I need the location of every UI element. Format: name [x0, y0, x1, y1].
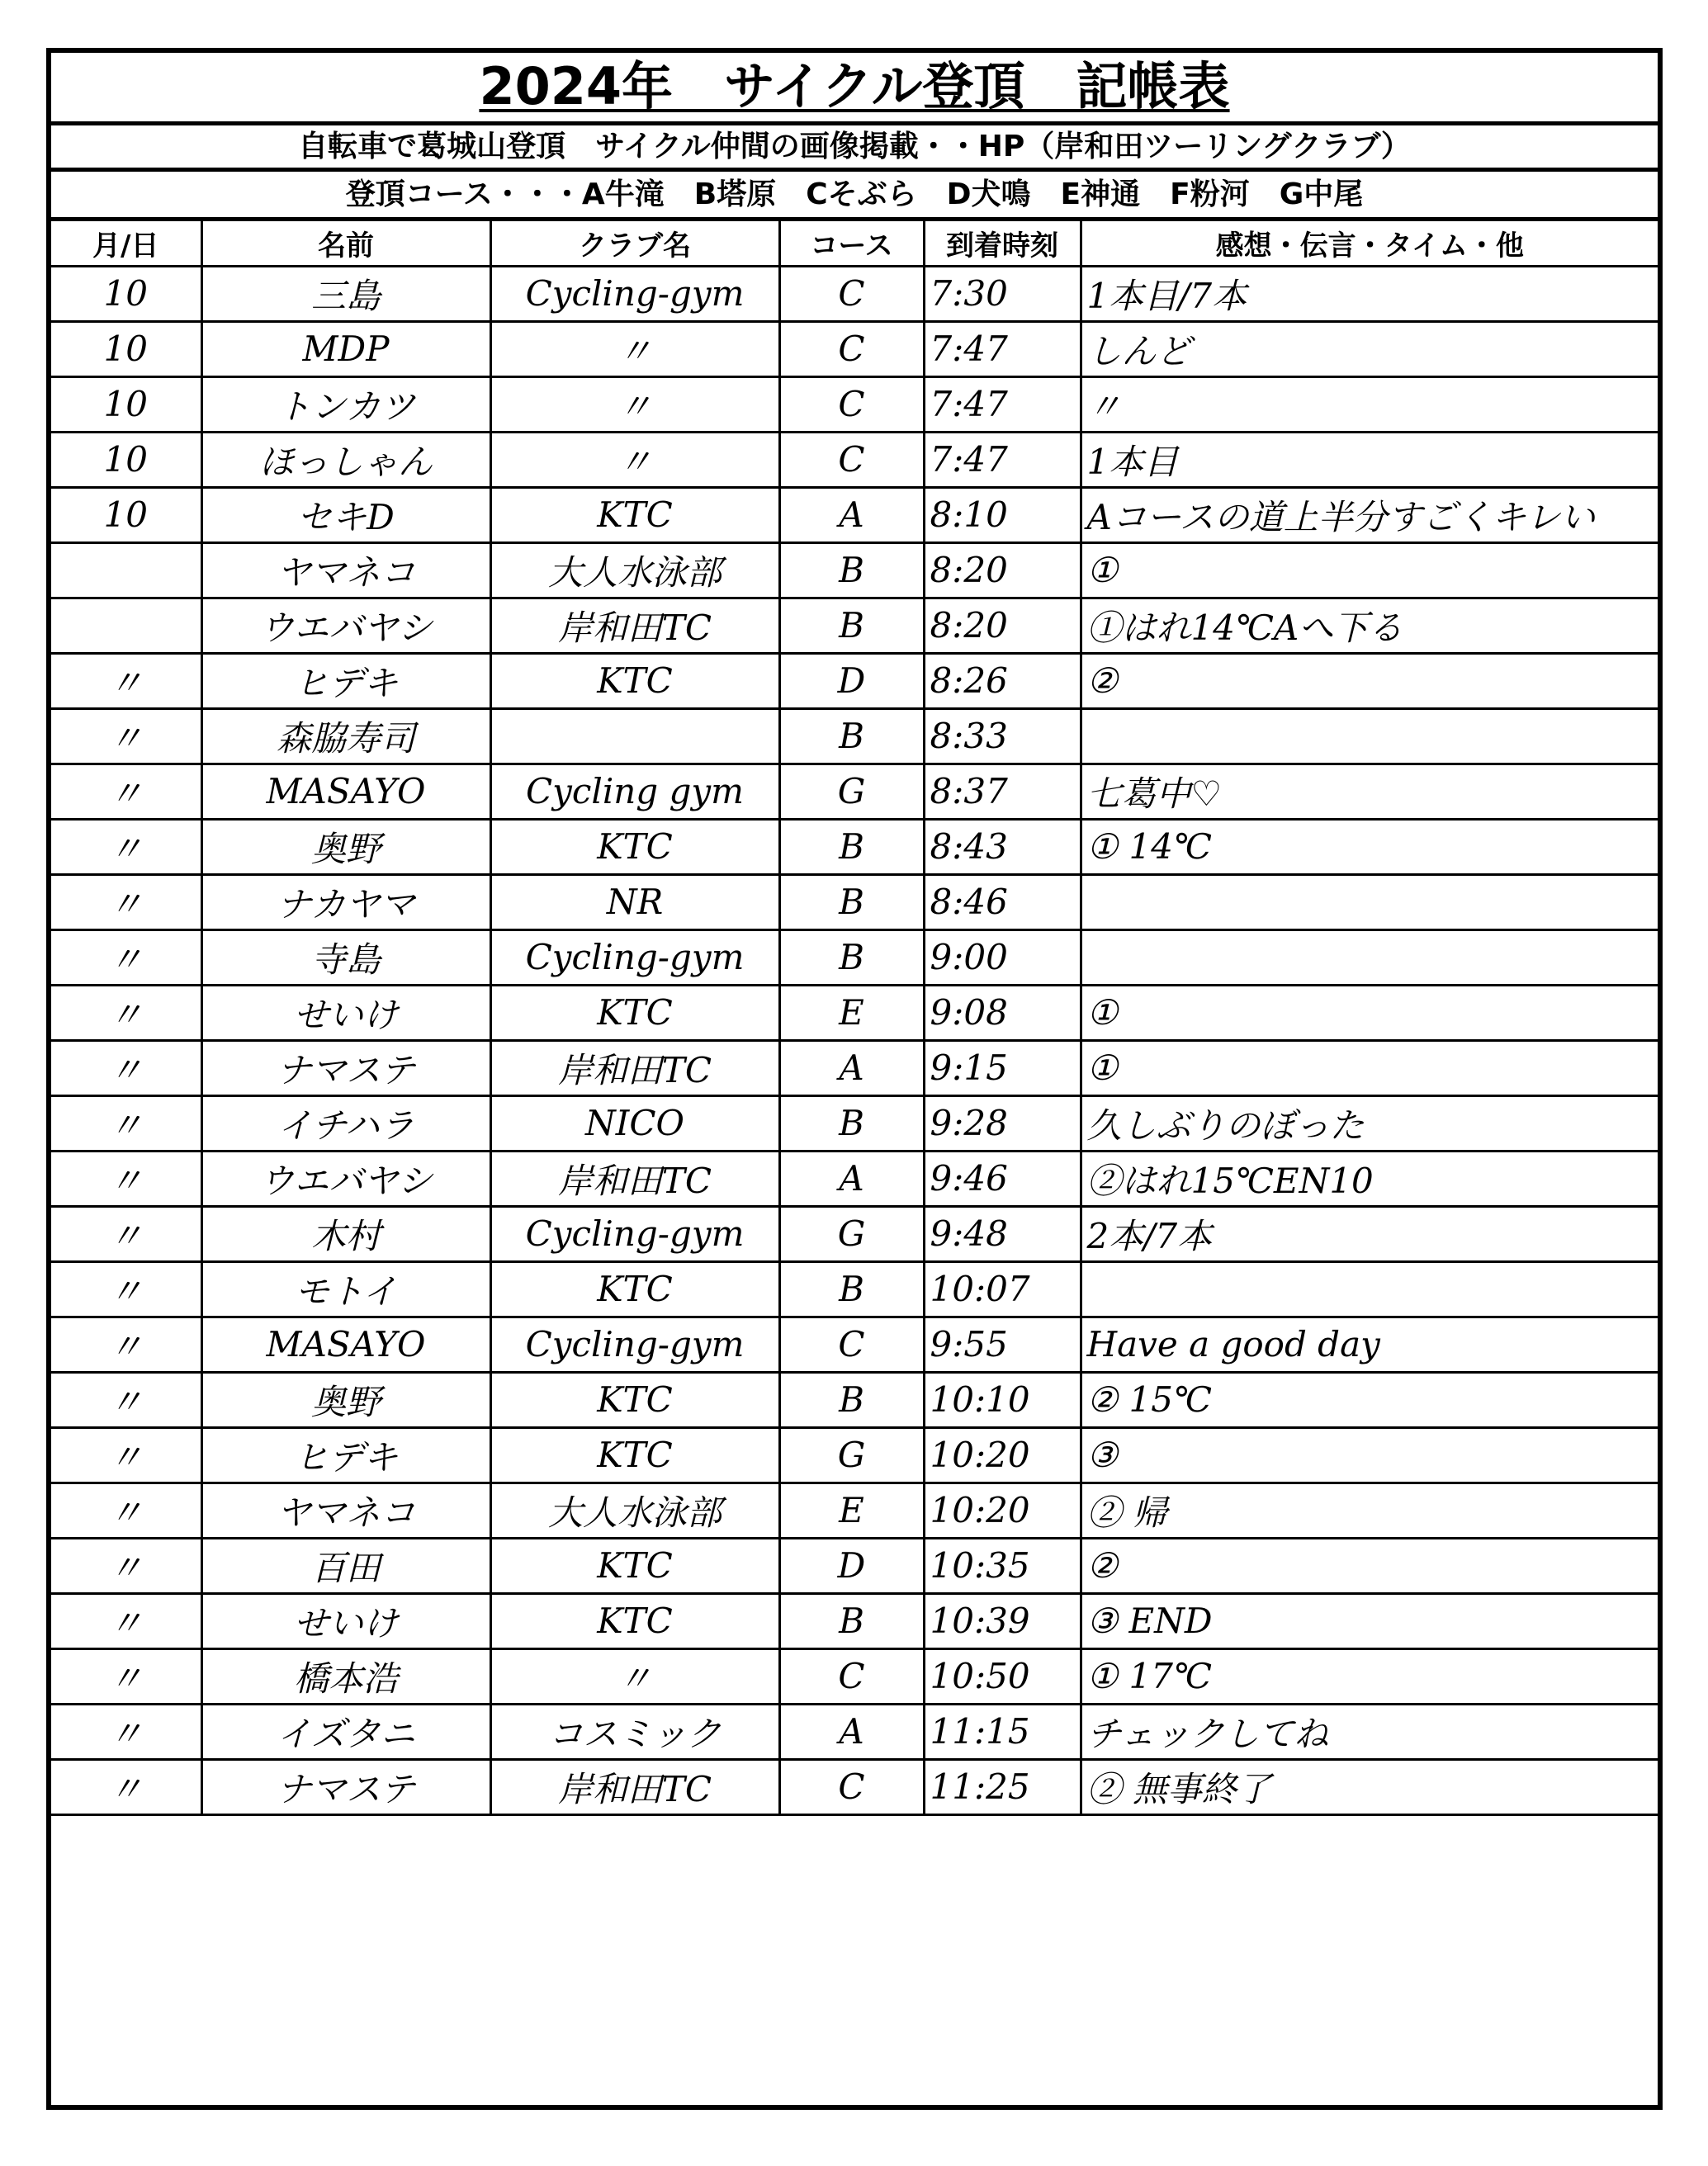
cell-course: B	[779, 708, 924, 764]
cell-time: 7:47	[924, 376, 1081, 432]
cell-time: 8:10	[924, 487, 1081, 542]
cell-club: NICO	[490, 1095, 779, 1151]
cell-course: E	[779, 1483, 924, 1538]
col-header-course: コース	[779, 221, 924, 266]
cell-month: 〃	[51, 1261, 201, 1317]
table-row	[51, 985, 1658, 1040]
cell-month: 〃	[51, 1483, 201, 1538]
cell-course: B	[779, 929, 924, 985]
cell-time: 10:07	[924, 1261, 1081, 1317]
cell-course: C	[779, 1759, 924, 1814]
cell-month: 〃	[51, 1206, 201, 1261]
table-row	[51, 1427, 1658, 1483]
cell-note: ② 帰	[1081, 1483, 1658, 1538]
cell-name: セキD	[201, 487, 490, 542]
table-row	[51, 542, 1658, 598]
cell-name: ヤマネコ	[201, 542, 490, 598]
table-row	[51, 653, 1658, 708]
cell-name: 寺島	[201, 929, 490, 985]
cell-name: 三島	[201, 266, 490, 321]
table-row	[51, 376, 1658, 432]
cell-club: Cycling-gym	[490, 929, 779, 985]
cell-club: KTC	[490, 1261, 779, 1317]
cell-club: KTC	[490, 487, 779, 542]
col-header-name: 名前	[201, 221, 490, 266]
table-row	[51, 1704, 1658, 1759]
cell-note	[1081, 708, 1658, 764]
sheet-subtitle: 自転車で葛城山登頂 サイクル仲間の画像掲載・・HP（岸和田ツーリングクラブ）	[51, 125, 1658, 172]
cell-time: 9:46	[924, 1151, 1081, 1206]
cell-name: ナマステ	[201, 1759, 490, 1814]
cell-course: B	[779, 598, 924, 653]
cell-name: MASAYO	[201, 1317, 490, 1372]
cell-course: C	[779, 1317, 924, 1372]
cell-course: A	[779, 1151, 924, 1206]
sheet-title-text: 2024年 サイクル登頂 記帳表	[479, 56, 1230, 116]
cell-note: 1本目/7本	[1081, 266, 1658, 321]
cell-club: NR	[490, 874, 779, 929]
cell-club: コスミック	[490, 1704, 779, 1759]
cell-club: 〃	[490, 321, 779, 376]
log-sheet	[46, 48, 1663, 2110]
cell-club: KTC	[490, 985, 779, 1040]
cell-time: 9:28	[924, 1095, 1081, 1151]
cell-name: トンカツ	[201, 376, 490, 432]
cell-note: ②はれ15℃EN10	[1081, 1151, 1658, 1206]
table-row	[51, 708, 1658, 764]
course-legend: 登頂コース・・・A牛滝 B塔原 Cそぶら D犬鳴 E神通 F粉河 G中尾	[51, 172, 1658, 221]
table-row	[51, 1040, 1658, 1095]
table-row	[51, 1206, 1658, 1261]
cell-month: 〃	[51, 653, 201, 708]
cell-note: ②	[1081, 1538, 1658, 1593]
cell-month	[51, 542, 201, 598]
cell-month: 〃	[51, 1095, 201, 1151]
cell-course: B	[779, 1372, 924, 1427]
cell-club: KTC	[490, 653, 779, 708]
cell-club: Cycling-gym	[490, 1317, 779, 1372]
cell-note: ③ END	[1081, 1593, 1658, 1648]
cell-name: 木村	[201, 1206, 490, 1261]
cell-name: せいけ	[201, 985, 490, 1040]
cell-course: A	[779, 1704, 924, 1759]
cell-time: 8:26	[924, 653, 1081, 708]
cell-note: ② 無事終了	[1081, 1759, 1658, 1814]
cell-note: ① 17℃	[1081, 1648, 1658, 1704]
cell-course: A	[779, 1040, 924, 1095]
cell-name: ヒデキ	[201, 1427, 490, 1483]
cell-month: 10	[51, 266, 201, 321]
cell-course: B	[779, 819, 924, 874]
cell-time: 9:48	[924, 1206, 1081, 1261]
table-row	[51, 1151, 1658, 1206]
cell-note: ② 15℃	[1081, 1372, 1658, 1427]
cell-club: 大人水泳部	[490, 542, 779, 598]
cell-month: 〃	[51, 929, 201, 985]
cell-month: 〃	[51, 1704, 201, 1759]
cell-time: 9:00	[924, 929, 1081, 985]
cell-club: Cycling gym	[490, 764, 779, 819]
table-row	[51, 1538, 1658, 1593]
col-header-club: クラブ名	[490, 221, 779, 266]
cell-month: 〃	[51, 1759, 201, 1814]
col-header-note: 感想・伝言・タイム・他	[1081, 221, 1658, 266]
cell-name: ナマステ	[201, 1040, 490, 1095]
cell-month: 〃	[51, 819, 201, 874]
cell-name: ナカヤマ	[201, 874, 490, 929]
cell-course: B	[779, 874, 924, 929]
cell-note: 2本/7本	[1081, 1206, 1658, 1261]
cell-name: ウエバヤシ	[201, 598, 490, 653]
cell-time: 9:15	[924, 1040, 1081, 1095]
cell-name: ウエバヤシ	[201, 1151, 490, 1206]
cell-time: 8:33	[924, 708, 1081, 764]
cell-time: 8:20	[924, 542, 1081, 598]
cell-month: 〃	[51, 1317, 201, 1372]
cell-time: 7:30	[924, 266, 1081, 321]
cell-note	[1081, 874, 1658, 929]
cell-note: 1本目	[1081, 432, 1658, 487]
cell-name: モトイ	[201, 1261, 490, 1317]
cell-time: 7:47	[924, 432, 1081, 487]
cell-club: 〃	[490, 432, 779, 487]
cell-month: 〃	[51, 1040, 201, 1095]
cell-club	[490, 708, 779, 764]
table-row	[51, 432, 1658, 487]
cell-club: 岸和田TC	[490, 1151, 779, 1206]
cell-time: 10:10	[924, 1372, 1081, 1427]
cell-course: A	[779, 487, 924, 542]
cell-club: KTC	[490, 1372, 779, 1427]
cell-note: ③	[1081, 1427, 1658, 1483]
cell-course: C	[779, 266, 924, 321]
cell-note: チェックしてね	[1081, 1704, 1658, 1759]
cell-month: 10	[51, 321, 201, 376]
cell-note: Have a good day	[1081, 1317, 1658, 1372]
cell-note: Aコースの道上半分すごくキレい	[1081, 487, 1658, 542]
cell-time: 10:20	[924, 1427, 1081, 1483]
cell-time: 8:46	[924, 874, 1081, 929]
cell-time: 8:20	[924, 598, 1081, 653]
table-row	[51, 1648, 1658, 1704]
cell-name: せいけ	[201, 1593, 490, 1648]
table-row	[51, 1759, 1658, 1814]
cell-name: MASAYO	[201, 764, 490, 819]
cell-course: E	[779, 985, 924, 1040]
cell-time: 8:43	[924, 819, 1081, 874]
col-header-time: 到着時刻	[924, 221, 1081, 266]
cell-note: しんど	[1081, 321, 1658, 376]
cell-club: Cycling-gym	[490, 1206, 779, 1261]
cell-note: 〃	[1081, 376, 1658, 432]
table-row	[51, 1483, 1658, 1538]
cell-course: G	[779, 764, 924, 819]
cell-course: D	[779, 1538, 924, 1593]
cell-month: 〃	[51, 1427, 201, 1483]
cell-name: 奥野	[201, 819, 490, 874]
cell-name: ほっしゃん	[201, 432, 490, 487]
log-body	[51, 266, 1658, 1814]
log-table	[51, 221, 1658, 1816]
cell-course: B	[779, 1261, 924, 1317]
cell-month: 〃	[51, 1538, 201, 1593]
cell-time: 7:47	[924, 321, 1081, 376]
cell-name: 森脇寿司	[201, 708, 490, 764]
cell-note	[1081, 929, 1658, 985]
cell-month	[51, 598, 201, 653]
cell-club: KTC	[490, 1593, 779, 1648]
table-row	[51, 321, 1658, 376]
cell-name: 橋本浩	[201, 1648, 490, 1704]
cell-month: 〃	[51, 1151, 201, 1206]
cell-name: イズタニ	[201, 1704, 490, 1759]
table-row	[51, 1095, 1658, 1151]
cell-course: B	[779, 1593, 924, 1648]
cell-note: ① 14℃	[1081, 819, 1658, 874]
cell-course: B	[779, 1095, 924, 1151]
cell-course: C	[779, 321, 924, 376]
cell-club: 岸和田TC	[490, 598, 779, 653]
col-header-month: 月/日	[51, 221, 201, 266]
cell-club: 〃	[490, 1648, 779, 1704]
cell-name: ヒデキ	[201, 653, 490, 708]
cell-month: 〃	[51, 708, 201, 764]
cell-month: 〃	[51, 764, 201, 819]
cell-month: 〃	[51, 874, 201, 929]
table-row	[51, 266, 1658, 321]
table-row	[51, 819, 1658, 874]
cell-month: 10	[51, 432, 201, 487]
sheet-title	[51, 53, 1658, 125]
cell-time: 10:50	[924, 1648, 1081, 1704]
cell-note: ①	[1081, 985, 1658, 1040]
cell-course: C	[779, 376, 924, 432]
cell-note: ①はれ14℃Aへ下る	[1081, 598, 1658, 653]
table-row	[51, 598, 1658, 653]
table-row	[51, 1372, 1658, 1427]
cell-club: KTC	[490, 1427, 779, 1483]
cell-club: 大人水泳部	[490, 1483, 779, 1538]
table-row	[51, 1261, 1658, 1317]
cell-time: 9:55	[924, 1317, 1081, 1372]
cell-time: 11:15	[924, 1704, 1081, 1759]
cell-course: D	[779, 653, 924, 708]
cell-time: 11:25	[924, 1759, 1081, 1814]
table-row	[51, 487, 1658, 542]
cell-name: イチハラ	[201, 1095, 490, 1151]
cell-note: ②	[1081, 653, 1658, 708]
cell-note: ①	[1081, 1040, 1658, 1095]
cell-note: 七葛中♡	[1081, 764, 1658, 819]
cell-name: ヤマネコ	[201, 1483, 490, 1538]
table-row	[51, 1317, 1658, 1372]
cell-course: C	[779, 1648, 924, 1704]
cell-time: 10:35	[924, 1538, 1081, 1593]
cell-month: 〃	[51, 1372, 201, 1427]
cell-club: KTC	[490, 819, 779, 874]
table-row	[51, 929, 1658, 985]
cell-month: 〃	[51, 985, 201, 1040]
table-row	[51, 1593, 1658, 1648]
cell-club: 岸和田TC	[490, 1040, 779, 1095]
cell-name: 百田	[201, 1538, 490, 1593]
cell-month: 〃	[51, 1593, 201, 1648]
cell-time: 9:08	[924, 985, 1081, 1040]
cell-club: 〃	[490, 376, 779, 432]
table-row	[51, 764, 1658, 819]
cell-time: 8:37	[924, 764, 1081, 819]
cell-course: G	[779, 1427, 924, 1483]
cell-month: 10	[51, 487, 201, 542]
cell-month: 10	[51, 376, 201, 432]
cell-name: MDP	[201, 321, 490, 376]
cell-note: 久しぶりのぼった	[1081, 1095, 1658, 1151]
cell-club: KTC	[490, 1538, 779, 1593]
cell-course: C	[779, 432, 924, 487]
cell-course: B	[779, 542, 924, 598]
cell-note: ①	[1081, 542, 1658, 598]
cell-month: 〃	[51, 1648, 201, 1704]
cell-club: Cycling-gym	[490, 266, 779, 321]
table-row	[51, 874, 1658, 929]
cell-note	[1081, 1261, 1658, 1317]
cell-name: 奥野	[201, 1372, 490, 1427]
header-row	[51, 221, 1658, 266]
cell-club: 岸和田TC	[490, 1759, 779, 1814]
cell-time: 10:39	[924, 1593, 1081, 1648]
cell-time: 10:20	[924, 1483, 1081, 1538]
cell-course: G	[779, 1206, 924, 1261]
